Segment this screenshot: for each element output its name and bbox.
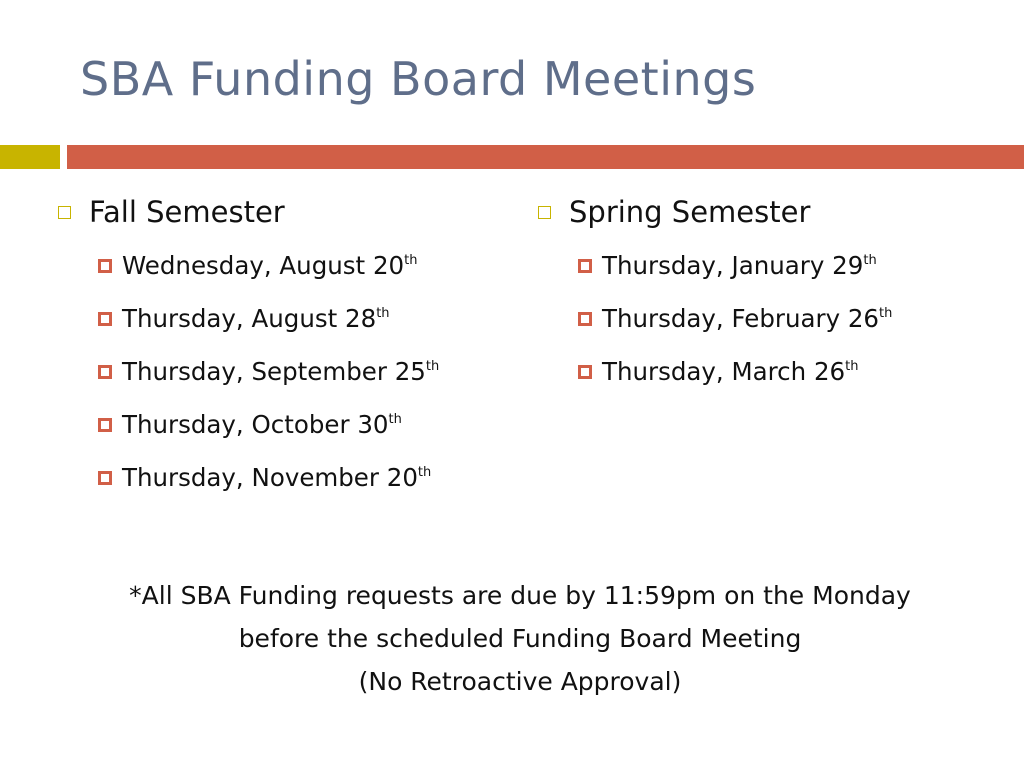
deadline-footnote [20, 574, 1020, 703]
spring-date-item [578, 292, 986, 345]
fall-dates-list [56, 239, 496, 504]
footnote-line-3: (No Retroactive Approval) [358, 667, 682, 696]
spring-date-item [578, 345, 986, 398]
fall-date-item [98, 292, 496, 345]
ordinal-suffix: th [425, 359, 440, 374]
fall-date-item [98, 451, 496, 504]
date-text: Thursday, January 29 [602, 251, 864, 280]
hollow-square-bullet-icon [58, 206, 71, 219]
square-bullet-icon [98, 471, 112, 485]
square-bullet-icon [98, 418, 112, 432]
fall-semester-heading [56, 193, 496, 231]
hollow-square-bullet-icon [538, 206, 551, 219]
fall-date-item [98, 398, 496, 451]
date-text: Thursday, February 26 [602, 304, 880, 333]
square-bullet-icon [578, 365, 592, 379]
ordinal-suffix: th [845, 359, 859, 374]
fall-semester-section [56, 193, 496, 504]
fall-date-item [98, 239, 496, 292]
spring-semester-section [536, 193, 986, 398]
date-text: Thursday, September 25 [122, 357, 426, 386]
spring-date-item [578, 239, 986, 292]
square-bullet-icon [98, 365, 112, 379]
square-bullet-icon [98, 312, 112, 326]
ordinal-suffix: th [863, 253, 877, 268]
date-text: Thursday, March 26 [602, 357, 846, 386]
ordinal-suffix: th [376, 306, 390, 321]
fall-date-item [98, 345, 496, 398]
accent-bar-left [0, 145, 60, 169]
date-text: Wednesday, August 20 [122, 251, 405, 280]
date-text: Thursday, November 20 [122, 463, 418, 492]
spring-semester-label: Spring Semester [569, 195, 811, 229]
square-bullet-icon [98, 259, 112, 273]
fall-semester-label: Fall Semester [89, 195, 285, 229]
square-bullet-icon [578, 259, 592, 273]
accent-bar-right [67, 145, 1024, 169]
spring-dates-list [536, 239, 986, 398]
ordinal-suffix: th [879, 306, 893, 321]
slide-title: SBA Funding Board Meetings [80, 52, 757, 106]
spring-semester-heading [536, 193, 986, 231]
square-bullet-icon [578, 312, 592, 326]
date-text: Thursday, October 30 [122, 410, 389, 439]
ordinal-suffix: th [417, 465, 432, 480]
date-text: Thursday, August 28 [122, 304, 377, 333]
ordinal-suffix: th [388, 412, 402, 427]
ordinal-suffix: th [404, 253, 418, 268]
footnote-line-2: before the scheduled Funding Board Meeting [238, 624, 802, 653]
footnote-line-1: *All SBA Funding requests are due by 11:59pm on the Monday [129, 581, 911, 610]
